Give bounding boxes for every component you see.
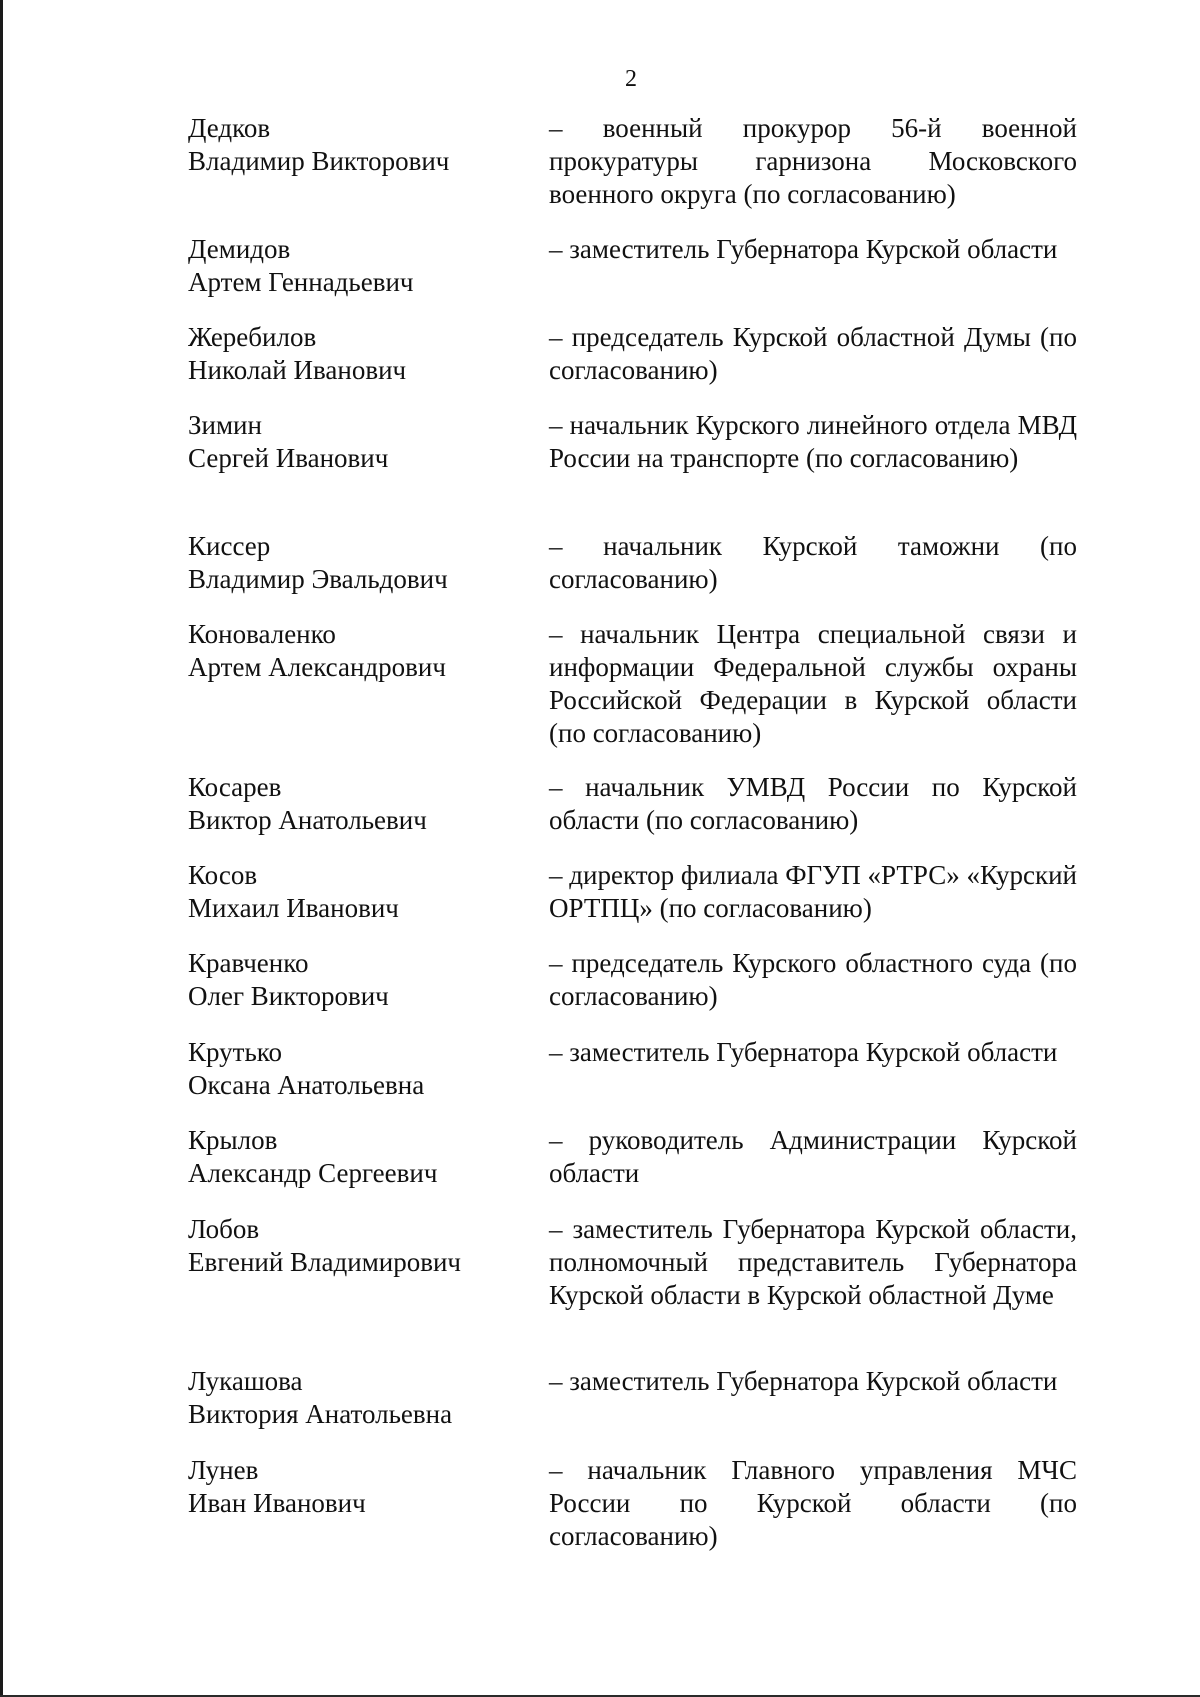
member-surname: Косов — [188, 860, 258, 890]
member-given-names: Сергей Иванович — [188, 443, 389, 473]
member-name — [188, 947, 518, 1013]
scan-edge-left — [0, 0, 3, 1697]
member-position: – председатель Курской областной Думы (по согласованию) — [549, 322, 1077, 385]
member-surname: Лукашова — [188, 1366, 303, 1396]
member-surname: Дедков — [188, 113, 271, 143]
member-position: – заместитель Губернатора Курской области, полномочный представитель Губернатора Курской области в Курской областной Думе — [549, 1214, 1077, 1310]
member-given-names: Виктор Анатольевич — [188, 805, 427, 835]
member-surname: Киссер — [188, 531, 271, 561]
member-name — [188, 1365, 518, 1431]
member-given-names: Михаил Иванович — [188, 893, 399, 923]
member-position: – заместитель Губернатора Курской области — [549, 234, 1058, 264]
member-name — [188, 771, 518, 837]
member-given-names: Владимир Эвальдович — [188, 564, 448, 594]
member-surname: Демидов — [188, 234, 291, 264]
member-position: – начальник Главного управления МЧС России по Курской области (по согласованию) — [549, 1455, 1077, 1551]
member-name — [188, 530, 518, 596]
member-position: – военный прокурор 56-й военной прокуратуры гарнизона Московского военного округа (по согласованию) — [549, 113, 1077, 209]
member-name — [188, 859, 518, 925]
member-position: – начальник Курской таможни (по согласованию) — [549, 531, 1077, 594]
member-surname: Лобов — [188, 1214, 260, 1244]
member-given-names: Евгений Владимирович — [188, 1247, 462, 1277]
member-position: – начальник Курского линейного отдела МВД России на транспорте (по согласованию) — [549, 410, 1077, 473]
member-name — [188, 112, 518, 178]
member-name — [188, 409, 518, 475]
member-given-names: Александр Сергеевич — [188, 1158, 438, 1188]
member-surname: Крутько — [188, 1037, 283, 1067]
member-given-names: Оксана Анатольевна — [188, 1070, 425, 1100]
member-name — [188, 1213, 518, 1279]
member-position: – директор филиала ФГУП «РТРС» «Курский ОРТПЦ» (по согласованию) — [549, 860, 1077, 923]
member-surname: Коноваленко — [188, 619, 336, 649]
member-name — [188, 1124, 518, 1190]
member-surname: Крылов — [188, 1125, 278, 1155]
member-given-names: Виктория Анатольевна — [188, 1399, 453, 1429]
member-name — [188, 1036, 518, 1102]
member-surname: Кравченко — [188, 948, 309, 978]
member-surname: Косарев — [188, 772, 282, 802]
member-name — [188, 618, 518, 684]
member-position: – председатель Курского областного суда (по согласованию) — [549, 948, 1077, 1011]
member-position: – заместитель Губернатора Курской области — [549, 1037, 1058, 1067]
member-position: – заместитель Губернатора Курской области — [549, 1366, 1058, 1396]
page-number: 2 — [625, 66, 637, 92]
member-position: – руководитель Администрации Курской области — [549, 1125, 1077, 1188]
member-name — [188, 321, 518, 387]
member-given-names: Иван Иванович — [188, 1488, 366, 1518]
member-name — [188, 233, 518, 299]
member-position: – начальник Центра специальной связи и информации Федеральной службы охраны Российской Федерации в Курской области (по согласованию) — [549, 619, 1077, 748]
member-position: – начальник УМВД России по Курской области (по согласованию) — [549, 772, 1077, 835]
member-name — [188, 1454, 518, 1520]
member-given-names: Николай Иванович — [188, 355, 407, 385]
member-given-names: Олег Викторович — [188, 981, 389, 1011]
member-surname: Зимин — [188, 410, 262, 440]
member-surname: Лунев — [188, 1455, 259, 1485]
member-surname: Жеребилов — [188, 322, 317, 352]
member-given-names: Владимир Викторович — [188, 146, 450, 176]
member-given-names: Артем Геннадьевич — [188, 267, 414, 297]
member-given-names: Артем Александрович — [188, 652, 446, 682]
